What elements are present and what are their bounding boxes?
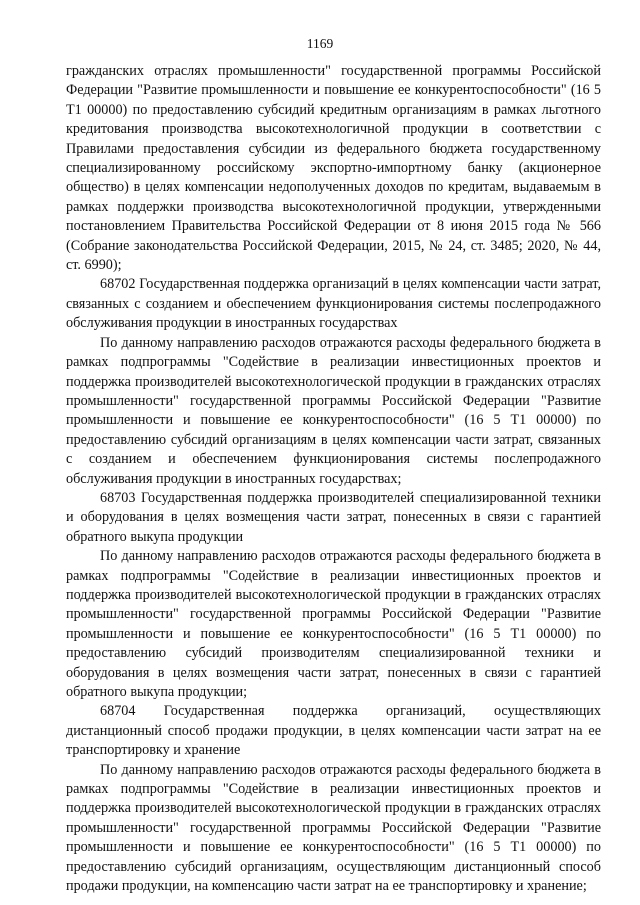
section-heading-68702: 68702 Государственная поддержка организаций в целях компенсации части затрат, связанных с созданием и обеспечением функционирования системы послепродажного обслуживания продукции в иностранных государствах bbox=[66, 276, 601, 332]
section-body-68702: По данному направлению расходов отражаются расходы федерального бюджета в рамках подпрограммы "Содействие в реализации инвестиционных проектов и поддержка производителей высокотехнологической продукции в гражданских отраслях промышленности" государственной программы Российской Федерации "Развитие промышленности и повышение ее конкурентоспособности" (16 5 Т1 00000) по предоставлению субсидий организациям в целях компенсации части затрат, связанных с созданием и обеспечением функционирования системы послепродажного обслуживания продукции в иностранных государствах; bbox=[66, 334, 601, 487]
paragraph-continuation: гражданских отраслях промышленности" государственной программы Российской Федерации "Развитие промышленности и повышение ее конкурентоспособности" (16 5 Т1 00000) по предоставлению субсидий кредитным организациям в рамках льготного кредитования производства высокотехнологичной продукции в соответствии с Правилами предоставления субсидии из федерального бюджета государственному специализированному российскому экспортно-импортному банку (акционерное общество) в целях компенсации недополученных доходов по кредитам, выдаваемым в рамках поддержки производства высокотехнологичной продукции, утвержденными постановлением Правительства Российской Федерации от 8 июня 2015 года № 566 (Собрание законодательства Российской Федерации, 2015, № 24, ст. 3485; 2020, № 44, ст. 6990); bbox=[66, 63, 601, 274]
page-number: 1169 bbox=[306, 36, 334, 51]
document-body bbox=[66, 62, 601, 896]
section-heading-68703: 68703 Государственная поддержка производителей специализированной техники и оборудования в целях возмещения части затрат, понесенных в связи с гарантией обратного выкупа продукции bbox=[66, 489, 601, 545]
section-heading-68704: 68704 Государственная поддержка организаций, осуществляющих дистанционный способ продажи продукции, в целях компенсации части затрат на ее транспортировку и хранение bbox=[66, 703, 601, 759]
section-body-68703: По данному направлению расходов отражаются расходы федерального бюджета в рамках подпрограммы "Содействие в реализации инвестиционных проектов и поддержка производителей высокотехнологической продукции в гражданских отраслях промышленности" государственной программы Российской Федерации "Развитие промышленности и повышение ее конкурентоспособности" (16 5 Т1 00000) по предоставлению субсидий производителям специализированной техники и оборудования в целях возмещения части затрат, понесенных в связи с гарантией обратного выкупа продукции; bbox=[66, 548, 601, 700]
section-body-68704: По данному направлению расходов отражаются расходы федерального бюджета в рамках подпрограммы "Содействие в реализации инвестиционных проектов и поддержка производителей высокотехнологической продукции в гражданских отраслях промышленности" государственной программы Российской Федерации "Развитие промышленности и повышение ее конкурентоспособности" (16 5 Т1 00000) по предоставлению субсидий организациям, осуществляющим дистанционный способ продажи продукции, на компенсацию части затрат на ее транспортировку и хранение; bbox=[66, 761, 601, 895]
